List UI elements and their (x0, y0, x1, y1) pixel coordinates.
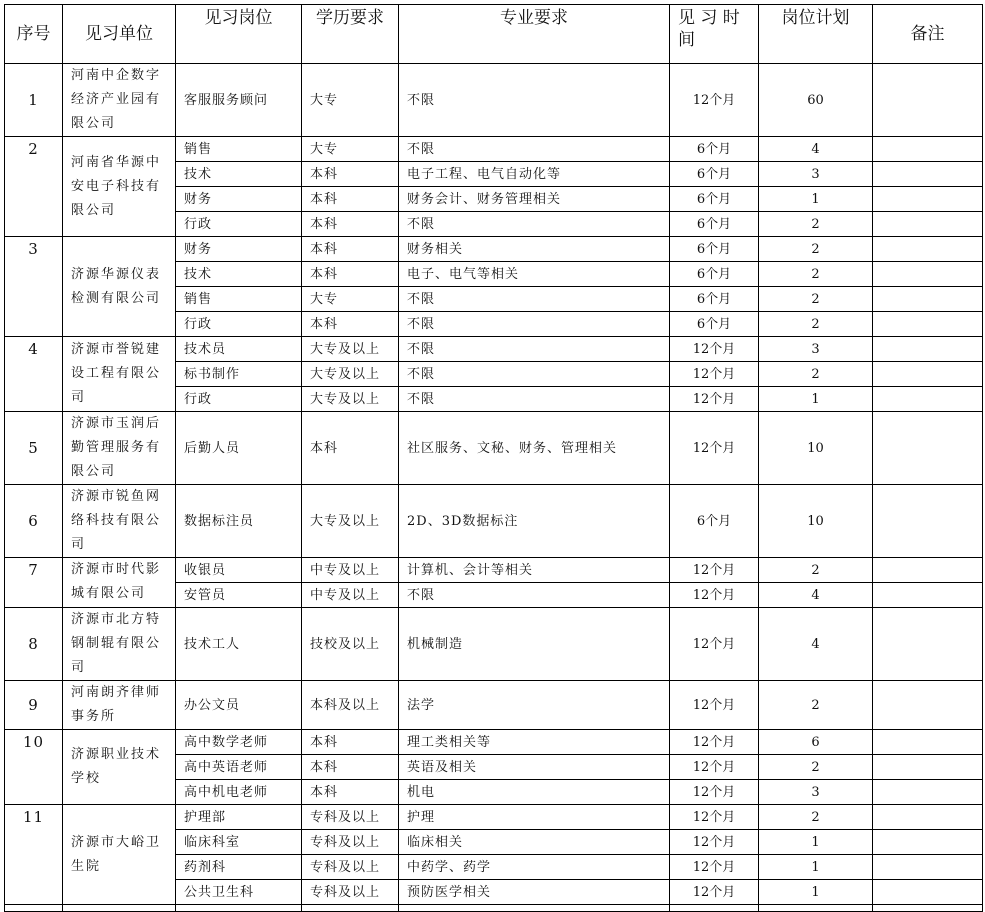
major-cell: 不限 (399, 362, 670, 387)
position-cell: 技术 (176, 262, 302, 287)
note-cell (873, 337, 983, 362)
position-cell: 财务 (176, 237, 302, 262)
empty-cell (176, 905, 302, 912)
note-cell (873, 212, 983, 237)
note-cell (873, 262, 983, 287)
note-cell (873, 855, 983, 880)
position-cell: 技术工人 (176, 608, 302, 681)
empty-cell (63, 905, 176, 912)
unit-name: 济源市玉润后勤管理服务有限公司 (63, 412, 176, 485)
empty-cell (670, 905, 759, 912)
position-cell: 数据标注员 (176, 485, 302, 558)
header-plan: 岗位计划 (759, 5, 873, 64)
unit-name: 济源市北方特钢制辊有限公司 (63, 608, 176, 681)
position-cell: 销售 (176, 287, 302, 312)
plan-count-cell: 10 (759, 485, 873, 558)
education-cell: 大专及以上 (302, 337, 399, 362)
note-cell (873, 558, 983, 583)
position-cell: 高中机电老师 (176, 780, 302, 805)
duration-cell: 6个月 (670, 137, 759, 162)
education-cell: 中专及以上 (302, 583, 399, 608)
position-cell: 公共卫生科 (176, 880, 302, 905)
duration-cell: 6个月 (670, 287, 759, 312)
plan-count-cell: 1 (759, 387, 873, 412)
major-cell: 财务相关 (399, 237, 670, 262)
position-cell: 行政 (176, 212, 302, 237)
header-post: 见习岗位 (176, 5, 302, 64)
duration-cell: 12个月 (670, 755, 759, 780)
duration-cell: 12个月 (670, 730, 759, 755)
duration-cell: 6个月 (670, 212, 759, 237)
plan-count-cell: 2 (759, 237, 873, 262)
table-row (5, 558, 983, 583)
position-cell: 护理部 (176, 805, 302, 830)
major-cell: 护理 (399, 805, 670, 830)
plan-count-cell: 1 (759, 855, 873, 880)
position-cell: 行政 (176, 387, 302, 412)
note-cell (873, 880, 983, 905)
internship-positions-table (4, 4, 983, 912)
education-cell: 本科 (302, 162, 399, 187)
note-cell (873, 805, 983, 830)
unit-name: 河南朗齐律师事务所 (63, 681, 176, 730)
plan-count-cell: 2 (759, 262, 873, 287)
plan-count-cell: 4 (759, 137, 873, 162)
table-row (5, 485, 983, 558)
duration-cell: 6个月 (670, 485, 759, 558)
education-cell: 专科及以上 (302, 855, 399, 880)
note-cell (873, 780, 983, 805)
header-duration: 见 习 时间 (670, 5, 759, 64)
row-number: 8 (5, 608, 63, 681)
note-cell (873, 137, 983, 162)
duration-cell: 12个月 (670, 805, 759, 830)
education-cell: 本科 (302, 730, 399, 755)
major-cell: 不限 (399, 312, 670, 337)
row-number: 1 (5, 64, 63, 137)
row-number: 2 (5, 137, 63, 237)
education-cell: 本科及以上 (302, 681, 399, 730)
education-cell: 本科 (302, 187, 399, 212)
duration-cell: 12个月 (670, 337, 759, 362)
duration-cell: 12个月 (670, 608, 759, 681)
education-cell: 大专 (302, 137, 399, 162)
plan-count-cell: 2 (759, 805, 873, 830)
position-cell: 技术 (176, 162, 302, 187)
table-body (5, 64, 983, 912)
position-cell: 财务 (176, 187, 302, 212)
education-cell: 中专及以上 (302, 558, 399, 583)
position-cell: 标书制作 (176, 362, 302, 387)
empty-cell (399, 905, 670, 912)
plan-count-cell: 6 (759, 730, 873, 755)
major-cell: 理工类相关等 (399, 730, 670, 755)
duration-cell: 12个月 (670, 387, 759, 412)
note-cell (873, 583, 983, 608)
row-number: 9 (5, 681, 63, 730)
table-row (5, 905, 983, 912)
row-number: 7 (5, 558, 63, 608)
major-cell: 英语及相关 (399, 755, 670, 780)
education-cell: 专科及以上 (302, 830, 399, 855)
position-cell: 临床科室 (176, 830, 302, 855)
plan-count-cell: 2 (759, 287, 873, 312)
empty-cell (759, 905, 873, 912)
note-cell (873, 237, 983, 262)
position-cell: 行政 (176, 312, 302, 337)
note-cell (873, 287, 983, 312)
position-cell: 安管员 (176, 583, 302, 608)
header-seq: 序号 (5, 5, 63, 64)
position-cell: 销售 (176, 137, 302, 162)
major-cell: 法学 (399, 681, 670, 730)
unit-name: 济源市时代影城有限公司 (63, 558, 176, 608)
education-cell: 大专 (302, 64, 399, 137)
note-cell (873, 187, 983, 212)
row-number: 10 (5, 730, 63, 805)
plan-count-cell: 3 (759, 162, 873, 187)
plan-count-cell: 1 (759, 187, 873, 212)
major-cell: 预防医学相关 (399, 880, 670, 905)
plan-count-cell: 4 (759, 583, 873, 608)
plan-count-cell: 60 (759, 64, 873, 137)
plan-count-cell: 2 (759, 755, 873, 780)
major-cell: 机电 (399, 780, 670, 805)
major-cell: 不限 (399, 387, 670, 412)
table-row (5, 681, 983, 730)
duration-cell: 12个月 (670, 558, 759, 583)
major-cell: 机械制造 (399, 608, 670, 681)
duration-cell: 12个月 (670, 362, 759, 387)
unit-name: 济源市锐鱼网络科技有限公司 (63, 485, 176, 558)
duration-cell: 12个月 (670, 830, 759, 855)
education-cell: 本科 (302, 412, 399, 485)
empty-cell (302, 905, 399, 912)
note-cell (873, 830, 983, 855)
plan-count-cell: 1 (759, 880, 873, 905)
position-cell: 收银员 (176, 558, 302, 583)
note-cell (873, 730, 983, 755)
row-number: 4 (5, 337, 63, 412)
unit-name: 济源市大峪卫生院 (63, 805, 176, 905)
note-cell (873, 755, 983, 780)
major-cell: 不限 (399, 212, 670, 237)
education-cell: 本科 (302, 212, 399, 237)
duration-cell: 12个月 (670, 780, 759, 805)
major-cell: 财务会计、财务管理相关 (399, 187, 670, 212)
header-edu: 学历要求 (302, 5, 399, 64)
table-row (5, 337, 983, 362)
note-cell (873, 362, 983, 387)
position-cell: 技术员 (176, 337, 302, 362)
note-cell (873, 312, 983, 337)
education-cell: 大专及以上 (302, 362, 399, 387)
unit-name: 河南中企数字经济产业园有限公司 (63, 64, 176, 137)
education-cell: 专科及以上 (302, 805, 399, 830)
row-number: 5 (5, 412, 63, 485)
table-row (5, 237, 983, 262)
plan-count-cell: 3 (759, 337, 873, 362)
major-cell: 不限 (399, 64, 670, 137)
note-cell (873, 64, 983, 137)
empty-cell (5, 905, 63, 912)
note-cell (873, 608, 983, 681)
row-number: 3 (5, 237, 63, 337)
note-cell (873, 387, 983, 412)
education-cell: 大专及以上 (302, 485, 399, 558)
position-cell: 客服服务顾问 (176, 64, 302, 137)
plan-count-cell: 1 (759, 830, 873, 855)
education-cell: 大专及以上 (302, 387, 399, 412)
table-row (5, 137, 983, 162)
major-cell: 社区服务、文秘、财务、管理相关 (399, 412, 670, 485)
duration-cell: 12个月 (670, 64, 759, 137)
plan-count-cell: 2 (759, 558, 873, 583)
unit-name: 济源市誉锐建设工程有限公司 (63, 337, 176, 412)
major-cell: 中药学、药学 (399, 855, 670, 880)
table-row (5, 730, 983, 755)
note-cell (873, 681, 983, 730)
position-cell: 药剂科 (176, 855, 302, 880)
position-cell: 高中英语老师 (176, 755, 302, 780)
duration-cell: 12个月 (670, 412, 759, 485)
plan-count-cell: 10 (759, 412, 873, 485)
header-major: 专业要求 (399, 5, 670, 64)
major-cell: 电子、电气等相关 (399, 262, 670, 287)
education-cell: 技校及以上 (302, 608, 399, 681)
duration-cell: 12个月 (670, 855, 759, 880)
major-cell: 不限 (399, 583, 670, 608)
duration-cell: 6个月 (670, 187, 759, 212)
plan-count-cell: 2 (759, 212, 873, 237)
note-cell (873, 162, 983, 187)
duration-cell: 12个月 (670, 583, 759, 608)
major-cell: 电子工程、电气自动化等 (399, 162, 670, 187)
table-row (5, 64, 983, 137)
note-cell (873, 412, 983, 485)
education-cell: 本科 (302, 237, 399, 262)
education-cell: 本科 (302, 780, 399, 805)
row-number: 11 (5, 805, 63, 905)
unit-name: 济源华源仪表检测有限公司 (63, 237, 176, 337)
duration-cell: 6个月 (670, 312, 759, 337)
plan-count-cell: 2 (759, 681, 873, 730)
education-cell: 专科及以上 (302, 880, 399, 905)
education-cell: 本科 (302, 755, 399, 780)
plan-count-cell: 2 (759, 312, 873, 337)
duration-cell: 6个月 (670, 162, 759, 187)
education-cell: 本科 (302, 262, 399, 287)
position-cell: 高中数学老师 (176, 730, 302, 755)
major-cell: 临床相关 (399, 830, 670, 855)
header-note: 备注 (873, 5, 983, 64)
unit-name: 济源职业技术学校 (63, 730, 176, 805)
position-cell: 后勤人员 (176, 412, 302, 485)
major-cell: 不限 (399, 137, 670, 162)
row-number: 6 (5, 485, 63, 558)
duration-cell: 6个月 (670, 262, 759, 287)
duration-cell: 6个月 (670, 237, 759, 262)
table-row (5, 805, 983, 830)
header-row (5, 5, 983, 64)
major-cell: 不限 (399, 287, 670, 312)
major-cell: 计算机、会计等相关 (399, 558, 670, 583)
unit-name: 河南省华源中安电子科技有限公司 (63, 137, 176, 237)
position-cell: 办公文员 (176, 681, 302, 730)
empty-cell (873, 905, 983, 912)
education-cell: 大专 (302, 287, 399, 312)
header-unit: 见习单位 (63, 5, 176, 64)
duration-cell: 12个月 (670, 880, 759, 905)
duration-cell: 12个月 (670, 681, 759, 730)
plan-count-cell: 2 (759, 362, 873, 387)
major-cell: 2D、3D数据标注 (399, 485, 670, 558)
major-cell: 不限 (399, 337, 670, 362)
note-cell (873, 485, 983, 558)
plan-count-cell: 3 (759, 780, 873, 805)
plan-count-cell: 4 (759, 608, 873, 681)
table-row (5, 608, 983, 681)
table-row (5, 412, 983, 485)
education-cell: 本科 (302, 312, 399, 337)
